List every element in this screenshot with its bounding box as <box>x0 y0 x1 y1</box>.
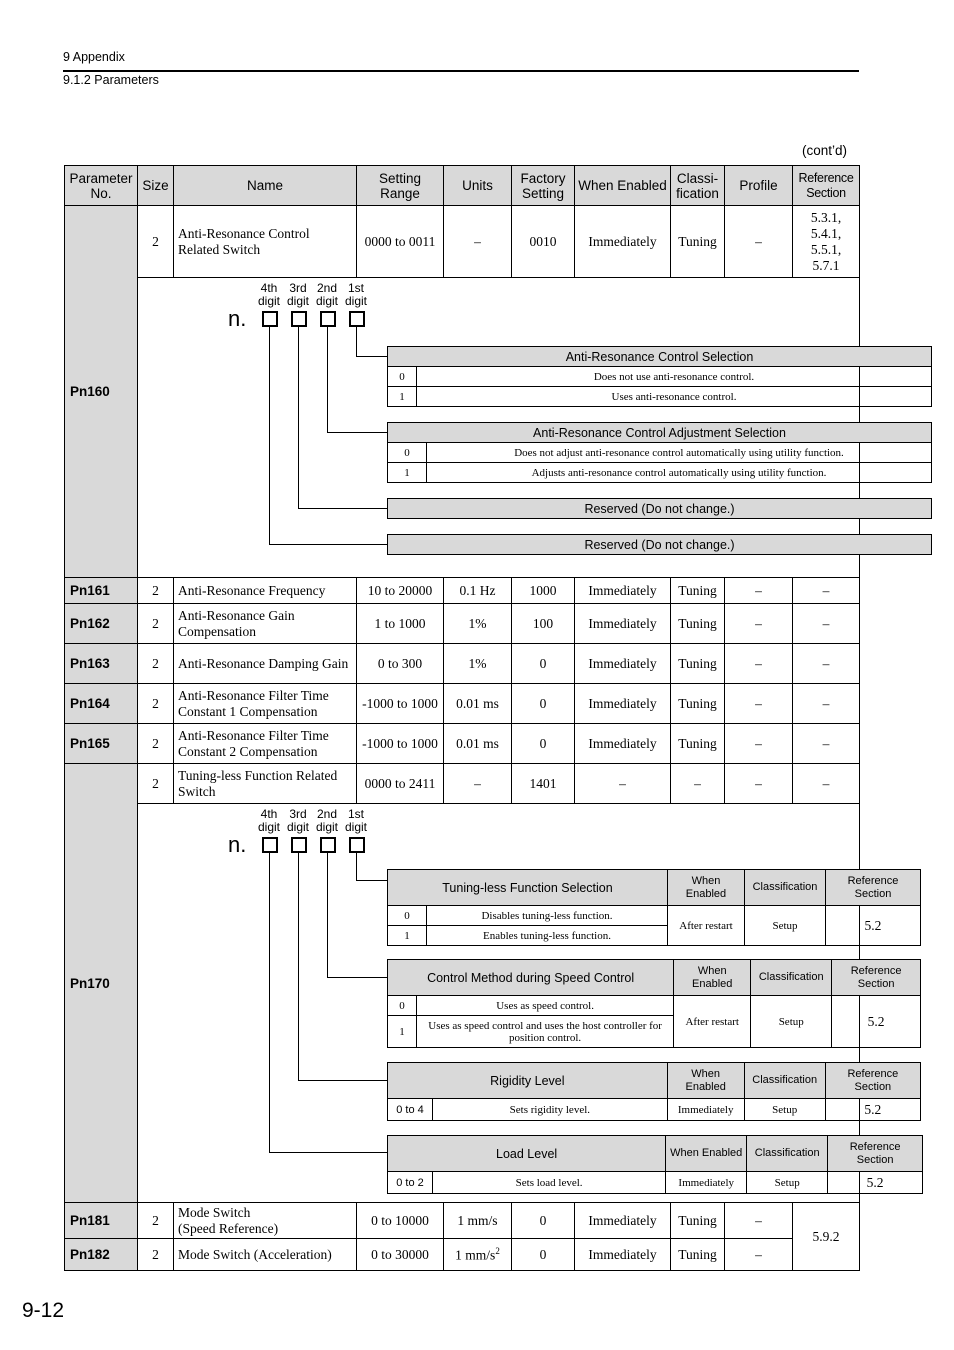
ref-cell: – <box>793 764 860 804</box>
range-cell: -1000 to 1000 <box>357 684 444 724</box>
connector-line <box>327 977 388 978</box>
factory-cell: 1000 <box>512 578 575 604</box>
digit-title: Reserved (Do not change.) <box>388 535 932 555</box>
option-text: Enables tuning-less function. <box>427 926 668 946</box>
classification-header: Classification <box>747 1136 828 1172</box>
factory-cell: 0 <box>512 1239 575 1271</box>
when-cell: Immediately <box>575 604 671 644</box>
pn160-digit4-table <box>387 534 932 555</box>
class-cell: Tuning <box>671 684 725 724</box>
ref-cell: – <box>793 644 860 684</box>
class-cell: Tuning <box>671 644 725 684</box>
connector-line <box>298 327 299 509</box>
factory-cell: 0 <box>512 644 575 684</box>
ref-cell: 5.3.1, 5.4.1, 5.5.1, 5.7.1 <box>793 206 860 278</box>
param-number: Pn164 <box>65 684 138 724</box>
units-cell <box>444 1239 512 1271</box>
digit-word: digit <box>286 820 309 834</box>
reference-header: Reference Section <box>825 870 920 906</box>
units-cell: 1% <box>444 604 512 644</box>
connector-line <box>327 853 328 978</box>
digit-4th: 4th <box>260 281 278 295</box>
pn160-digit1-table <box>387 346 932 407</box>
param-number: Pn161 <box>65 578 138 604</box>
reference-value: 5.2 <box>828 1172 923 1194</box>
name-line-2: (Speed Reference) <box>178 1220 279 1236</box>
classification-value: Setup <box>744 1099 825 1121</box>
profile-cell: – <box>725 644 793 684</box>
name-cell: Anti-Resonance Filter Time Constant 1 Compensation <box>174 684 357 724</box>
units-cell: 0.01 ms <box>444 724 512 764</box>
pn170-digit4-table <box>387 1135 923 1194</box>
profile-cell: – <box>725 1203 793 1239</box>
name-cell: Tuning-less Function Related Switch <box>174 764 357 804</box>
connector-line <box>356 853 357 881</box>
class-cell: – <box>671 764 725 804</box>
table-row <box>65 1203 860 1239</box>
digit-box-icon <box>320 311 336 327</box>
pn160-digit3-table <box>387 498 932 519</box>
when-cell: Immediately <box>575 724 671 764</box>
digit-2nd: 2nd <box>316 807 338 821</box>
option-value: 1 <box>388 1016 417 1048</box>
n-prefix: n. <box>228 306 247 331</box>
when-enabled-value: Immediately <box>666 1172 747 1194</box>
range-cell: 0 to 10000 <box>357 1203 444 1239</box>
section-heading: 9.1.2 Parameters <box>63 73 159 87</box>
option-value: 0 <box>388 996 417 1016</box>
param-number: Pn181 <box>65 1203 138 1239</box>
class-cell: Tuning <box>671 578 725 604</box>
header-rule <box>63 70 859 72</box>
factory-cell: 0010 <box>512 206 575 278</box>
digit-word: digit <box>257 820 280 834</box>
option-value: 0 <box>388 906 427 926</box>
units-cell: – <box>444 764 512 804</box>
name-cell: Anti-Resonance Filter Time Constant 2 Compensation <box>174 724 357 764</box>
chapter-heading: 9 Appendix <box>63 50 125 64</box>
connector-line <box>298 853 299 1081</box>
digit-word: digit <box>286 294 309 308</box>
ref-cell: – <box>793 684 860 724</box>
class-cell: Tuning <box>671 1239 725 1271</box>
option-text: Adjusts anti-resonance control automatically using utility function. <box>427 463 932 483</box>
connector-line <box>298 1080 388 1081</box>
class-cell: Tuning <box>671 604 725 644</box>
range-cell: 0000 to 0011 <box>357 206 444 278</box>
factory-cell: 0 <box>512 684 575 724</box>
reference-header: Reference Section <box>825 1063 920 1099</box>
connector-line <box>269 544 388 545</box>
option-value: 0 <box>388 367 417 387</box>
classification-header: Classification <box>744 1063 825 1099</box>
digit-box-icon <box>291 837 307 853</box>
connector-line <box>356 356 388 357</box>
pn170-digit2-table <box>387 959 921 1048</box>
table-row <box>65 604 860 644</box>
option-text: Sets rigidity level. <box>433 1099 668 1121</box>
option-value: 0 to 2 <box>388 1172 433 1194</box>
col-classification: Classi- fication <box>671 166 725 206</box>
ref-cell: – <box>793 724 860 764</box>
pn170-digit3-table <box>387 1062 921 1121</box>
digit-box-icon <box>262 837 278 853</box>
digit-3rd: 3rd <box>289 281 307 295</box>
ref-cell: – <box>793 604 860 644</box>
digit-word: digit <box>344 294 367 308</box>
digit-title: Rigidity Level <box>388 1063 668 1099</box>
range-cell: 0 to 30000 <box>357 1239 444 1271</box>
digit-box-icon <box>349 311 365 327</box>
col-units: Units <box>444 166 512 206</box>
profile-cell: – <box>725 206 793 278</box>
option-text: Disables tuning-less function. <box>427 906 668 926</box>
col-setting-range: Setting Range <box>357 166 444 206</box>
name-cell: Anti-Resonance Damping Gain <box>174 644 357 684</box>
option-value: 0 to 4 <box>388 1099 433 1121</box>
reference-value: 5.2 <box>832 996 921 1048</box>
range-cell: 0 to 300 <box>357 644 444 684</box>
pn170-digit1-table <box>387 869 921 946</box>
connector-line <box>327 327 328 433</box>
digit-title: Load Level <box>388 1136 666 1172</box>
classification-header: Classification <box>751 960 832 996</box>
table-row <box>65 804 860 1203</box>
digit-box-icon <box>262 311 278 327</box>
table-row <box>65 684 860 724</box>
pn170-digit-diagram <box>138 804 902 1203</box>
size-cell: 2 <box>138 1239 174 1271</box>
option-value: 0 <box>388 443 427 463</box>
digit-1st: 1st <box>347 281 364 295</box>
param-number: Pn165 <box>65 724 138 764</box>
col-profile: Profile <box>725 166 793 206</box>
table-row <box>65 724 860 764</box>
when-cell: Immediately <box>575 1203 671 1239</box>
digit-word: digit <box>257 294 280 308</box>
units-cell: 0.1 Hz <box>444 578 512 604</box>
reference-header: Reference Section <box>832 960 921 996</box>
ref-cell: – <box>793 578 860 604</box>
units-cell: – <box>444 206 512 278</box>
option-value: 1 <box>388 387 417 407</box>
units-text: 1 mm/s <box>455 1247 496 1263</box>
name-cell: Anti-Resonance Gain Compensation <box>174 604 357 644</box>
param-number: Pn162 <box>65 604 138 644</box>
profile-cell: – <box>725 724 793 764</box>
digit-word: digit <box>315 820 338 834</box>
size-cell: 2 <box>138 206 174 278</box>
col-size: Size <box>138 166 174 206</box>
when-enabled-value: After restart <box>674 996 751 1048</box>
factory-cell: 0 <box>512 724 575 764</box>
name-cell <box>174 1203 357 1239</box>
reference-header: Reference Section <box>828 1136 923 1172</box>
connector-line <box>356 880 388 881</box>
size-cell: 2 <box>138 578 174 604</box>
col-reference: Reference Section <box>793 166 860 206</box>
connector-line <box>269 853 270 1153</box>
size-cell: 2 <box>138 644 174 684</box>
classification-value: Setup <box>751 996 832 1048</box>
table-row <box>65 764 860 804</box>
connector-line <box>327 432 388 433</box>
parameter-table <box>64 165 902 1271</box>
param-number: Pn160 <box>65 206 138 578</box>
param-number: Pn163 <box>65 644 138 684</box>
option-text: Uses as speed control and uses the host controller for position control. <box>417 1016 674 1048</box>
factory-cell: 1401 <box>512 764 575 804</box>
when-enabled-header: When Enabled <box>666 1136 747 1172</box>
option-value: 1 <box>388 463 427 483</box>
when-enabled-header: When Enabled <box>674 960 751 996</box>
reference-value: 5.2 <box>825 1099 920 1121</box>
digit-word: digit <box>344 820 367 834</box>
digit-3rd: 3rd <box>289 807 307 821</box>
class-cell: Tuning <box>671 1203 725 1239</box>
col-when-enabled: When Enabled <box>575 166 671 206</box>
range-cell: -1000 to 1000 <box>357 724 444 764</box>
profile-cell: – <box>725 1239 793 1271</box>
name-cell: Anti-Resonance Control Related Switch <box>174 206 357 278</box>
profile-cell: – <box>725 684 793 724</box>
digit-4th: 4th <box>260 807 278 821</box>
when-cell: Immediately <box>575 1239 671 1271</box>
name-cell: Mode Switch (Acceleration) <box>174 1239 357 1271</box>
option-text: Does not adjust anti-resonance control automatically using utility function. <box>427 443 932 463</box>
table-row <box>65 278 860 578</box>
classification-value: Setup <box>747 1172 828 1194</box>
reference-value: 5.2 <box>825 906 920 946</box>
col-factory-setting: Factory Setting <box>512 166 575 206</box>
range-cell: 1 to 1000 <box>357 604 444 644</box>
class-cell: Tuning <box>671 206 725 278</box>
n-prefix: n. <box>228 832 247 857</box>
param-number: Pn170 <box>65 764 138 1203</box>
digit-box-icon <box>349 837 365 853</box>
option-text: Uses as speed control. <box>417 996 674 1016</box>
units-cell: 0.01 ms <box>444 684 512 724</box>
option-text: Uses anti-resonance control. <box>417 387 932 407</box>
range-cell: 10 to 20000 <box>357 578 444 604</box>
digit-box-icon <box>320 837 336 853</box>
option-text: Sets load level. <box>433 1172 666 1194</box>
pn160-digit-diagram <box>138 278 860 578</box>
param-number: Pn182 <box>65 1239 138 1271</box>
factory-cell: 100 <box>512 604 575 644</box>
connector-line <box>298 508 388 509</box>
col-name: Name <box>174 166 357 206</box>
factory-cell: 0 <box>512 1203 575 1239</box>
profile-cell: – <box>725 604 793 644</box>
digit-word: digit <box>315 294 338 308</box>
name-cell: Anti-Resonance Frequency <box>174 578 357 604</box>
pn160-digit2-table <box>387 422 932 483</box>
table-row <box>65 644 860 684</box>
when-cell: – <box>575 764 671 804</box>
when-enabled-value: After restart <box>667 906 744 946</box>
when-enabled-header: When Enabled <box>667 1063 744 1099</box>
table-header-row <box>65 166 860 206</box>
size-cell: 2 <box>138 724 174 764</box>
digit-title: Anti-Resonance Control Adjustment Selection <box>388 423 932 443</box>
table-row <box>65 1239 860 1271</box>
units-cell: 1 mm/s <box>444 1203 512 1239</box>
size-cell: 2 <box>138 764 174 804</box>
digit-title: Control Method during Speed Control <box>388 960 674 996</box>
when-cell: Immediately <box>575 206 671 278</box>
profile-cell: – <box>725 578 793 604</box>
when-cell: Immediately <box>575 684 671 724</box>
size-cell: 2 <box>138 1203 174 1239</box>
option-value: 1 <box>388 926 427 946</box>
digit-title: Anti-Resonance Control Selection <box>388 347 932 367</box>
size-cell: 2 <box>138 604 174 644</box>
col-param-no: Parameter No. <box>65 166 138 206</box>
when-cell: Immediately <box>575 578 671 604</box>
connector-line <box>269 327 270 545</box>
table-row <box>65 206 860 278</box>
digit-1st: 1st <box>347 807 364 821</box>
option-text: Does not use anti-resonance control. <box>417 367 932 387</box>
contd-label: (cont’d) <box>802 143 848 158</box>
classification-value: Setup <box>744 906 825 946</box>
digit-title: Tuning-less Function Selection <box>388 870 668 906</box>
page-number: 9-12 <box>22 1299 65 1322</box>
table-row <box>65 578 860 604</box>
connector-line <box>356 327 357 357</box>
when-enabled-value: Immediately <box>667 1099 744 1121</box>
name-line-1: Mode Switch <box>178 1204 251 1220</box>
digit-title: Reserved (Do not change.) <box>388 499 932 519</box>
units-cell: 1% <box>444 644 512 684</box>
when-enabled-header: When Enabled <box>667 870 744 906</box>
units-superscript: 2 <box>495 1245 500 1256</box>
range-cell: 0000 to 2411 <box>357 764 444 804</box>
connector-line <box>269 1152 388 1153</box>
profile-cell: – <box>725 764 793 804</box>
digit-2nd: 2nd <box>316 281 338 295</box>
class-cell: Tuning <box>671 724 725 764</box>
size-cell: 2 <box>138 684 174 724</box>
classification-header: Classification <box>744 870 825 906</box>
ref-cell: 5.9.2 <box>793 1203 860 1271</box>
digit-box-icon <box>291 311 307 327</box>
when-cell: Immediately <box>575 644 671 684</box>
